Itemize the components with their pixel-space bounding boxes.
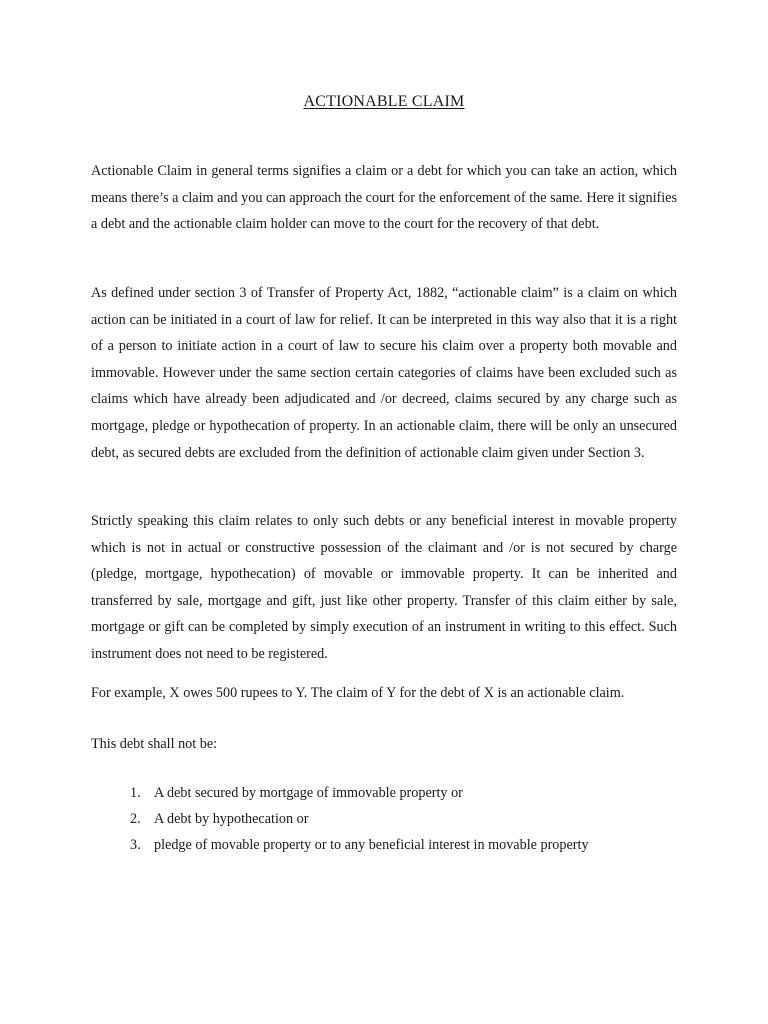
list-item <box>130 832 589 858</box>
paragraph-debt-shall-not-be: This debt shall not be: <box>91 736 218 752</box>
list-item-text: pledge of movable property or to any beneficial interest in movable property <box>154 837 589 853</box>
document-title: ACTIONABLE CLAIM <box>303 93 465 110</box>
exclusions-list <box>130 780 589 858</box>
paragraph-example: For example, X owes 500 rupees to Y. The claim of Y for the debt of X is an actionable claim. <box>91 685 625 701</box>
paragraph-definition: Actionable Claim in general terms signifies a claim or a debt for which you can take an action, which means there’s a claim and you can approach the court for the enforcement of the same. Here it signifies a debt and the actionable claim holder can move to the court for the recovery of that debt. <box>91 163 677 233</box>
paragraph-strictly-speaking: Strictly speaking this claim relates to only such debts or any beneficial interest in movable property which is not in actual or constructive possession of the claimant and /or is not secured by charge (pledge, mortgage, hypothecation) of movable or immovable property. It can be inherited and transferred by sale, mortgage and gift, just like other property. Transfer of this claim either by sale, mortgage or gift can be completed by simply execution of an instrument in writing to this effect. Such instrument does not need to be registered. <box>91 513 677 662</box>
list-item-text: A debt secured by mortgage of immovable property or <box>154 785 463 801</box>
list-item-text: A debt by hypothecation or <box>154 811 309 827</box>
list-item-number: 2. <box>130 811 141 827</box>
list-item-number: 1. <box>130 785 141 801</box>
paragraph-section-3: As defined under section 3 of Transfer of Property Act, 1882, “actionable claim” is a claim on which action can be initiated in a court of law for relief. It can be interpreted in this way also that it is a right of a person to initiate action in a court of law to secure his claim over a property both movable and immovable. However under the same section certain categories of claims have been excluded such as claims which have already been adjudicated and /or decreed, claims secured by any charge such as mortgage, pledge or hypothecation of property. In an actionable claim, there will be only an unsecured debt, as secured debts are excluded from the definition of actionable claim given under Section 3. <box>91 285 677 461</box>
list-item <box>130 806 589 832</box>
list-item <box>130 780 589 806</box>
list-item-number: 3. <box>130 837 141 853</box>
